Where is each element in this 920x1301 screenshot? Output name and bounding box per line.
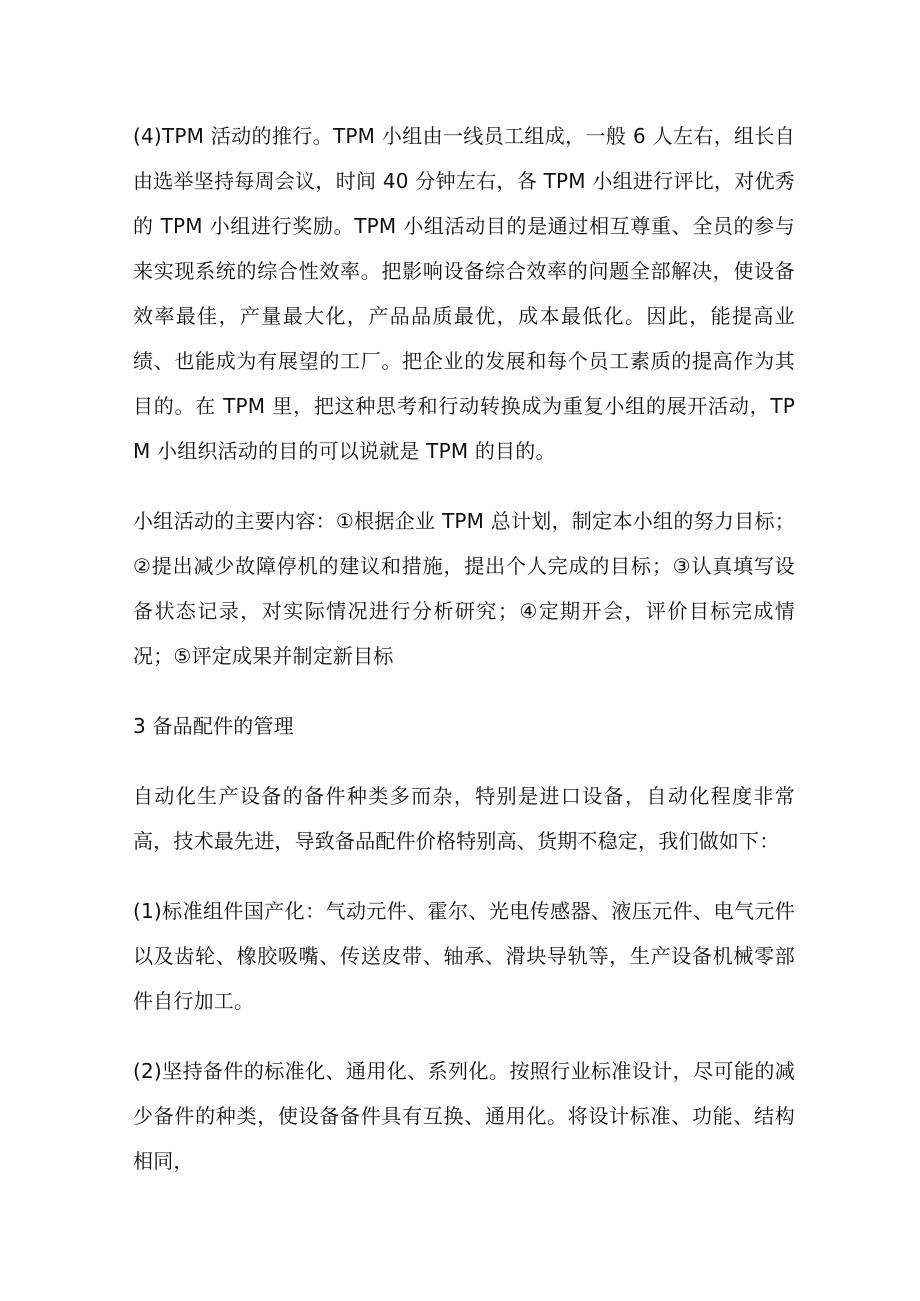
paragraph-tpm-activity: (4)TPM 活动的推行。TPM 小组由一线员工组成，一般 6 人左右，组长自由选举坚持每周会议，时间 40 分钟左右，各 TPM 小组进行评比，对优秀的 TPM 小组进行奖励。TPM 小组活动目的是通过相互尊重、全员的参与来实现系统的综合性效率。把影响设备综合效率的问题全部解决，使设备效率最佳，产量最大化，产品品质最优，成本最低化。因此，能提高业绩、也能成为有展望的工厂。把企业的发展和每个员工素质的提高作为其目的。在 TPM 里，把这种思考和行动转换成为重复小组的展开活动，TPM 小组织活动的目的可以说就是 TPM 的目的。 (133, 124, 795, 463)
paragraph-localization: (1)标准组件国产化：气动元件、霍尔、光电传感器、液压元件、电气元件以及齿轮、橡胶吸嘴、传送皮带、轴承、滑块导轨等，生产设备机械零部件自行加工。 (133, 899, 795, 1013)
section-heading-spare-parts: 3 备品配件的管理 (133, 714, 294, 738)
paragraph-spare-parts-intro: 自动化生产设备的备件种类多而杂，特别是进口设备，自动化程度非常高，技术最先进，导致备品配件价格特别高、货期不稳定，我们做如下： (133, 784, 795, 853)
document-body (133, 114, 795, 1209)
paragraph-group-activity-content: 小组活动的主要内容：①根据企业 TPM 总计划，制定本小组的努力目标；②提出减少故障停机的建议和措施，提出个人完成的目标；③认真填写设备状态记录，对实际情况进行分析研究；④定期开会，评价目标完成情况；⑤评定成果并制定新目标 (133, 509, 795, 668)
paragraph-standardization: (2)坚持备件的标准化、通用化、系列化。按照行业标准设计，尽可能的减少备件的种类，使设备备件具有互换、通用化。将设计标准、功能、结构相同， (133, 1059, 795, 1173)
